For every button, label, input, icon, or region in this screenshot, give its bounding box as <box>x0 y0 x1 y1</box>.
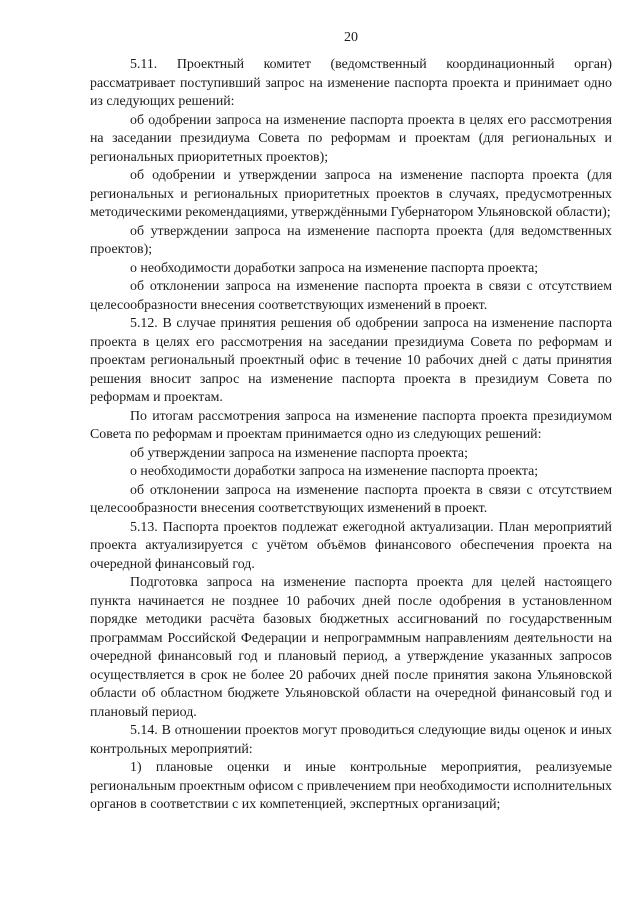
paragraph-5-12: 5.12. В случае принятия решения об одобрении запроса на изменение паспорта проекта в целях его рассмотрения на заседании президиума Совета по реформам и проектам региональный проектный офис в течение 10 рабочих дней с даты принятия решения вносит запрос на изменение паспорта проекта в президиум Совета по реформам и проектам. <box>90 316 612 405</box>
presidium-decision-reject: об отклонении запроса на изменение паспорта проекта в связи с отсутствием целесообразности внесения соответствующих изменений в проект. <box>90 482 612 516</box>
presidium-decision-confirm: об утверждении запроса на изменение паспорта проекта; <box>130 445 468 461</box>
decision-reject: об отклонении запроса на изменение паспорта проекта в связи с отсутствием целесообразности внесения соответствующих изменений в проект. <box>90 279 612 313</box>
paragraph-5-14: 5.14. В отношении проектов могут проводиться следующие виды оценок и иных контрольных мероприятий: <box>90 723 612 757</box>
decision-approve-and-confirm: об одобрении и утверждении запроса на изменение паспорта проекта (для региональных и региональных приоритетных проектов в случаях, предусмотренных методическими рекомендациями, утверждёнными Губернатором Ульяновской области); <box>90 168 612 220</box>
paragraph-5-13: 5.13. Паспорта проектов подлежат ежегодной актуализации. План мероприятий проекта актуализируется с учётом объёмов финансового обеспечения проекта на очередной финансовый год. <box>90 519 612 572</box>
presidium-review-paragraph: По итогам рассмотрения запроса на изменение паспорта проекта президиумом Совета по реформам и проектам принимается одно из следующих решений: <box>90 408 612 442</box>
page-number: 20 <box>344 30 358 45</box>
planned-assessments-item: 1) плановые оценки и иные контрольные мероприятия, реализуемые региональным проектным офисом с привлечением при необходимости исполнительных органов в соответствии с их компетенцией, экспертных организаций; <box>90 760 612 812</box>
decision-needs-revision: о необходимости доработки запроса на изменение паспорта проекта; <box>130 260 539 276</box>
request-preparation-paragraph: Подготовка запроса на изменение паспорта проекта для целей настоящего пункта начинается не позднее 10 рабочих дней после одобрения в установленном порядке методики расчёта базовых бюджетных ассигнований по государственным программам Российской Федерации и непрограммным направлениям деятельности на очередной финансовый год и плановый период, а утверждение указанных запросов осуществляется в срок не более 20 рабочих дней после принятия закона Ульяновской области об областном бюджете Ульяновской области на очередной финансовый год и плановый период. <box>90 575 612 720</box>
presidium-decision-revision: о необходимости доработки запроса на изменение паспорта проекта; <box>130 464 539 479</box>
document-body <box>90 56 612 815</box>
decision-confirm-departmental: об утверждении запроса на изменение паспорта проекта (для ведомственных проектов); <box>90 223 612 257</box>
paragraph-5-11: 5.11. Проектный комитет (ведомственный координационный орган) рассматривает поступивший запрос на изменение паспорта проекта и принимает одно из следующих решений: <box>90 57 612 109</box>
decision-approve-for-presidium: об одобрении запроса на изменение паспорта проекта в целях его рассмотрения на заседании президиума Совета по реформам и проектам (для региональных и региональных приоритетных проектов); <box>90 112 612 165</box>
